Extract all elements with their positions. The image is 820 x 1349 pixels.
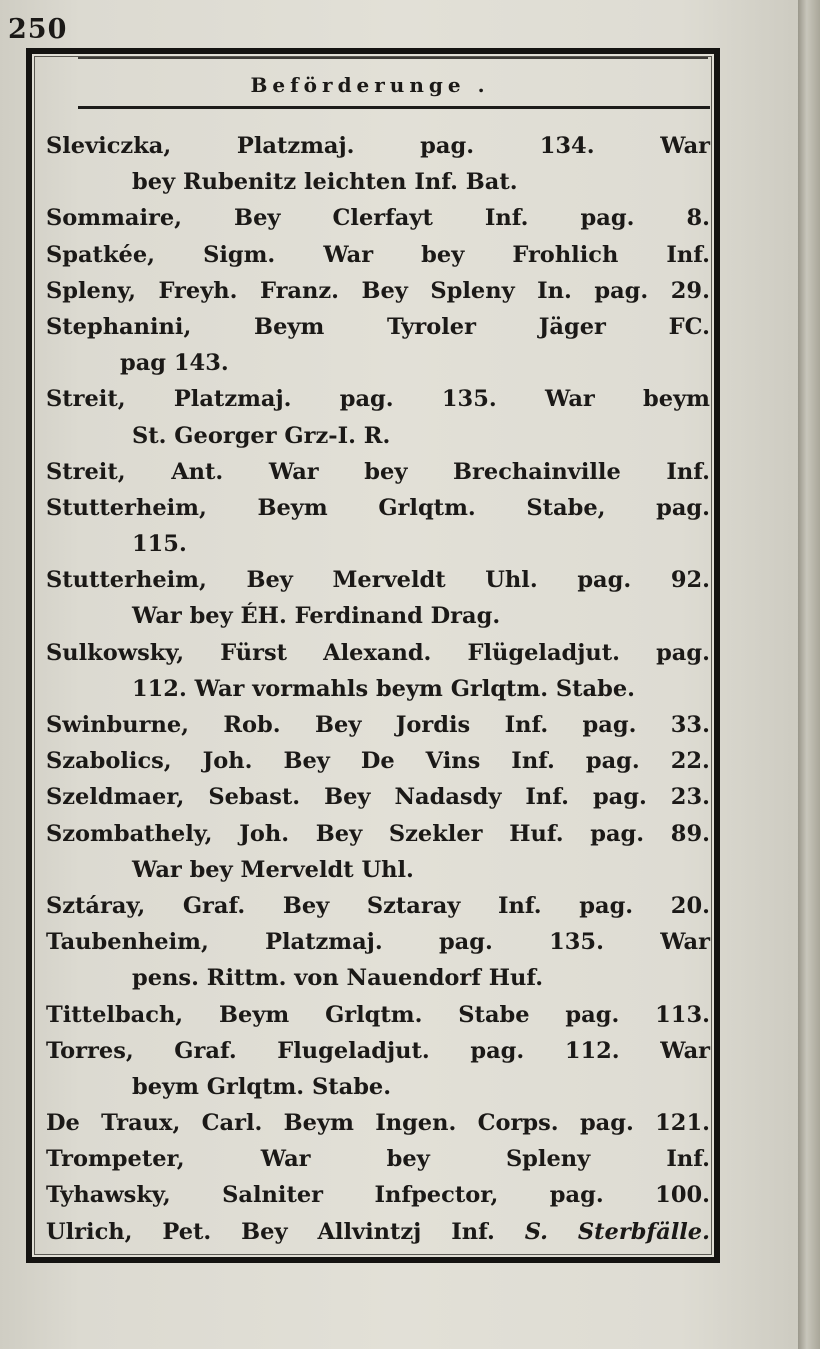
- entry-line: [46, 1214, 710, 1250]
- entry-word: Beym: [257, 494, 328, 521]
- entry-word: Graf.: [174, 1037, 237, 1064]
- entry-word: Inf.: [484, 205, 529, 232]
- entry-line: War bey ÉH. Ferdinand Drag.: [132, 603, 501, 630]
- entry-word: Grlqtm.: [378, 494, 476, 521]
- entry-word: War: [260, 1146, 311, 1173]
- entry-word: Swinburne,: [46, 712, 189, 738]
- entry-word: Vins: [425, 748, 481, 775]
- entry-word: 23.: [670, 784, 710, 811]
- entry-word: Merveldt: [332, 567, 446, 594]
- entry-word: 100.: [655, 1182, 710, 1209]
- entry-line: [46, 924, 710, 960]
- entry-word: Uhl.: [485, 567, 538, 594]
- entry-word: Taubenheim,: [46, 929, 209, 956]
- heading-rule: [78, 106, 710, 109]
- entry-word: Stabe: [458, 1001, 530, 1028]
- entry-word: Inf.: [451, 1218, 495, 1245]
- entry-word: Szekler: [388, 820, 483, 847]
- entry-line: [46, 1105, 710, 1141]
- entry-word: 135.: [441, 386, 497, 413]
- entry-word: Nadasdy: [394, 784, 502, 811]
- entry-word: Ulrich,: [46, 1218, 133, 1245]
- entry-word: Pet.: [162, 1218, 212, 1245]
- entry-word: War: [323, 241, 374, 268]
- entry-word: Stephanini,: [46, 313, 192, 340]
- entry-word: Bey: [246, 567, 293, 594]
- entry-word: Streit,: [46, 386, 126, 413]
- section-heading: Beförderunge .: [250, 73, 490, 97]
- entry-word: Szombathely,: [46, 820, 213, 847]
- entry-word: Trompeter,: [46, 1146, 185, 1173]
- entry-word: Clerfayt: [332, 205, 433, 232]
- entry-word: Sigm.: [203, 241, 276, 268]
- entry-word: Frohlich: [512, 241, 619, 268]
- entry-line: War bey Merveldt Uhl.: [132, 856, 414, 883]
- entry-word: Ant.: [171, 458, 224, 485]
- entry-word: pag.: [549, 1182, 604, 1209]
- entry-line: St. Georger Grz-I. R.: [132, 422, 391, 449]
- entry-line: [46, 200, 710, 236]
- entry-word: Tyroler: [387, 313, 476, 340]
- entry-word: pag.: [592, 784, 647, 811]
- entry-word: Bey: [314, 712, 362, 738]
- entry-word: War: [660, 929, 710, 956]
- entry-line: [46, 743, 710, 779]
- entry-line: [46, 1033, 710, 1069]
- entry-word: Spatkée,: [46, 241, 156, 268]
- entry-word: Joh.: [202, 748, 253, 775]
- entry-word: pag.: [582, 712, 637, 738]
- entry-word: Sommaire,: [46, 205, 182, 232]
- entry-word: In.: [537, 277, 572, 304]
- entry-line: [46, 816, 710, 852]
- entry-word: Ingen.: [375, 1110, 457, 1137]
- entry-word: War: [545, 386, 595, 413]
- entry-word: Tittelbach,: [46, 1001, 184, 1028]
- entry-line: [46, 562, 710, 598]
- entry-line: [46, 1177, 710, 1213]
- entry-word: pag.: [580, 205, 635, 232]
- entry-line: [46, 635, 710, 671]
- entry-word: pag.: [470, 1037, 525, 1064]
- entry-word: Flügeladjut.: [467, 639, 620, 666]
- entry-line: [46, 454, 710, 490]
- entry-word: War: [268, 458, 319, 485]
- entry-word: bey: [386, 1146, 430, 1173]
- entry-word: Torres,: [46, 1037, 134, 1064]
- entry-word: Bey: [234, 205, 281, 232]
- entry-word: Sztáray,: [46, 892, 146, 919]
- entry-word: Stabe,: [526, 494, 606, 521]
- entry-word: Fürst: [220, 639, 288, 666]
- entry-word: 33.: [670, 712, 710, 738]
- entry-word: Bey: [241, 1218, 288, 1245]
- entry-word: Platzmaj.: [236, 133, 355, 159]
- entry-word: Sztaray: [366, 892, 461, 919]
- entry-word: Sleviczka,: [46, 133, 172, 159]
- entry-word: Spleny: [505, 1146, 591, 1173]
- entry-line: [46, 237, 710, 273]
- entry-line: [46, 707, 710, 743]
- entry-word: 22.: [670, 748, 710, 775]
- entry-word: bey: [364, 458, 408, 485]
- entry-word: Allvintzj: [317, 1218, 422, 1245]
- entry-word: Streit,: [46, 458, 126, 485]
- entry-word: Inf.: [666, 1146, 710, 1173]
- entry-word: 20.: [670, 892, 710, 919]
- entry-word: Salniter: [222, 1182, 324, 1209]
- entry-word: Carl.: [201, 1110, 263, 1137]
- top-rule: [78, 57, 708, 59]
- entry-word: Szeldmaer,: [46, 784, 185, 811]
- entry-word: beym: [643, 386, 710, 413]
- entry-word: 121.: [655, 1110, 710, 1137]
- entry-word: Bey: [315, 820, 363, 847]
- entry-word: Platzmaj.: [173, 386, 292, 413]
- entry-list: [46, 128, 710, 1250]
- page-number: 250: [8, 14, 68, 45]
- entry-word: Traux,: [101, 1110, 181, 1137]
- entry-word: Inf.: [504, 712, 549, 738]
- entry-word: pag.: [585, 748, 640, 775]
- entry-word: Sterbfälle.: [577, 1218, 710, 1245]
- entry-line: [46, 128, 710, 164]
- book-spine: [798, 0, 820, 1349]
- entry-line: beym Grlqtm. Stabe.: [132, 1073, 392, 1100]
- entry-word: Grlqtm.: [325, 1001, 423, 1028]
- entry-word: Tyhawsky,: [46, 1182, 171, 1209]
- entry-word: Corps.: [477, 1110, 559, 1137]
- entry-line: pens. Rittm. von Nauendorf Huf.: [132, 965, 544, 992]
- entry-word: Joh.: [239, 820, 290, 847]
- entry-word: Inf.: [525, 784, 569, 811]
- entry-line: [46, 273, 710, 309]
- entry-word: 113.: [655, 1001, 710, 1028]
- entry-line: [46, 309, 710, 345]
- entry-word: Jordis: [395, 712, 471, 738]
- entry-word: 92.: [670, 567, 710, 594]
- entry-word: Stutterheim,: [46, 494, 207, 521]
- entry-word: pag.: [579, 892, 634, 919]
- entry-word: S.: [524, 1218, 548, 1245]
- entry-line: 112. War vormahls beym Grlqtm. Stabe.: [132, 675, 636, 702]
- entry-word: 135.: [549, 929, 604, 956]
- entry-word: Bey: [361, 277, 408, 304]
- entry-word: pag.: [656, 494, 710, 521]
- entry-word: FC.: [668, 313, 710, 340]
- entry-word: pag.: [577, 567, 632, 594]
- entry-word: Beym: [254, 313, 325, 340]
- entry-word: Beym: [219, 1001, 290, 1028]
- entry-word: Jäger: [538, 313, 606, 340]
- entry-word: Infpector,: [374, 1182, 499, 1209]
- entry-line: bey Rubenitz leichten Inf. Bat.: [132, 169, 518, 196]
- entry-line: [46, 381, 710, 417]
- entry-word: pag.: [579, 1110, 634, 1137]
- entry-word: Stutterheim,: [46, 567, 207, 594]
- entry-word: pag.: [656, 639, 710, 666]
- entry-word: Flugeladjut.: [277, 1037, 430, 1064]
- entry-word: War: [660, 133, 710, 159]
- entry-line: [46, 997, 710, 1033]
- entry-word: pag.: [590, 820, 645, 847]
- entry-word: Sulkowsky,: [46, 639, 185, 666]
- entry-word: De: [46, 1110, 80, 1137]
- entry-word: pag.: [565, 1001, 620, 1028]
- entry-word: Beym: [283, 1110, 354, 1137]
- entry-word: Inf.: [498, 892, 542, 919]
- entry-word: Sebast.: [208, 784, 301, 811]
- entry-word: Bey: [282, 892, 330, 919]
- entry-word: Graf.: [182, 892, 246, 919]
- entry-word: pag.: [594, 277, 649, 304]
- entry-word: Spleny: [430, 277, 515, 304]
- entry-word: Platzmaj.: [265, 929, 383, 956]
- entry-word: 134.: [539, 133, 595, 159]
- entry-word: Inf.: [511, 748, 555, 775]
- entry-word: Bey: [283, 748, 330, 775]
- entry-word: Inf.: [666, 241, 710, 268]
- entry-word: Rob.: [223, 712, 281, 738]
- entry-word: Franz.: [259, 277, 339, 304]
- entry-line: [46, 490, 710, 526]
- entry-word: Spleny,: [46, 277, 136, 304]
- entry-word: De: [360, 748, 395, 775]
- entry-word: pag.: [420, 133, 475, 159]
- entry-word: Brechainville: [453, 458, 621, 485]
- entry-word: Inf.: [666, 458, 710, 485]
- entry-line: 115.: [132, 531, 187, 558]
- entry-word: Alexand.: [323, 639, 432, 666]
- entry-word: bey: [421, 241, 465, 268]
- entry-word: Freyh.: [158, 277, 238, 304]
- entry-line: [46, 1141, 710, 1177]
- entry-line: [46, 888, 710, 924]
- entry-line: [46, 779, 710, 815]
- entry-word: 89.: [670, 820, 710, 847]
- entry-word: 29.: [670, 277, 710, 304]
- entry-word: pag.: [339, 386, 394, 413]
- entry-word: pag.: [438, 929, 493, 956]
- entry-word: 8.: [686, 205, 710, 232]
- entry-word: Bey: [324, 784, 371, 811]
- entry-word: War: [660, 1037, 710, 1064]
- entry-word: Huf.: [509, 820, 564, 847]
- entry-line: pag 143.: [120, 350, 229, 377]
- entry-word: 112.: [564, 1037, 620, 1064]
- entry-word: Szabolics,: [46, 748, 172, 775]
